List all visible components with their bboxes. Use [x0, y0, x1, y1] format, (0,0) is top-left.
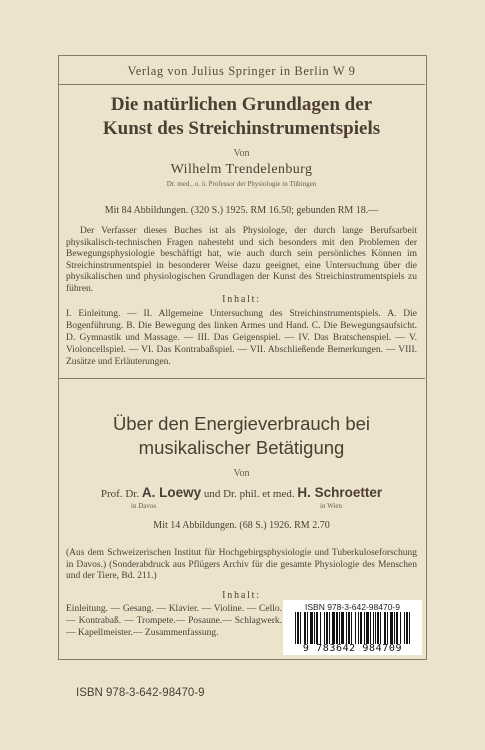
barcode-bar	[394, 612, 395, 644]
barcode-bar	[329, 612, 330, 644]
barcode-bar	[307, 612, 308, 644]
barcode-bar	[400, 612, 401, 644]
barcode-bar	[336, 612, 338, 644]
barcode-bar	[360, 612, 362, 644]
barcode-bar	[370, 612, 371, 644]
author1-prefix: Prof. Dr.	[100, 488, 140, 500]
barcode-bar	[390, 612, 393, 644]
book2-title-line1: Über den Energieverbrauch bei	[112, 413, 371, 434]
book2-details: Mit 14 Abbildungen. (68 S.) 1926. RM 2.70	[153, 520, 330, 531]
barcode-bar	[351, 612, 352, 644]
author2-location: in Wien	[320, 502, 342, 510]
authors-conjunction: und	[203, 488, 221, 500]
book2-contents-heading: Inhalt:	[222, 590, 261, 601]
barcode-bar	[297, 612, 299, 644]
barcode-bar	[348, 612, 350, 644]
isbn-bottom: ISBN 978-3-642-98470-9	[76, 687, 205, 699]
barcode-bar	[396, 612, 398, 644]
barcode-bar	[310, 612, 313, 644]
book1-title-line2: Kunst des Streichinstrumentspiels	[102, 118, 381, 139]
barcode-isbn-label: ISBN 978-3-642-98470-9	[305, 602, 400, 612]
barcode-bar	[326, 612, 328, 644]
book2-title-line2: musikalischer Betätigung	[138, 437, 345, 458]
book1-description: Der Verfasser dieses Buches ist als Physiologe, der durch lange Berufsarbeit physikalisch-technischen Fragen nahesteht und sich besonders mit den Problemen der Bewegungsphysiologie beschäftigt hat, wie auch durch sein persönliches Können im Streichinstrumentspiel in besonderer Weise dazu geeignet, eine Untersuchung über die physikalischen und physiologischen Grundlagen der Kunst des Streichinstrumentspiels zu führen.	[66, 226, 417, 294]
barcode-bar	[409, 612, 410, 644]
barcode-bar	[384, 612, 386, 644]
book2-authors	[58, 485, 425, 500]
book1-author-subtitle: Dr. med., o. ö. Professor der Physiologie in Tübingen	[166, 180, 317, 188]
barcode-bar	[300, 612, 301, 644]
book2-title	[58, 412, 425, 460]
barcode-bar	[320, 612, 321, 644]
barcode	[283, 600, 422, 655]
barcode-bar	[316, 612, 318, 644]
book2-contents: Einleitung. — Gesang. — Klavier. — Violine. — Cello. — Kontrabaß. — Trompete.— Posaune.— Schlagwerk.— Kapellmeister.— Zusammenfassung.	[66, 604, 282, 638]
section-rule	[58, 378, 425, 379]
barcode-bar	[380, 612, 381, 644]
author2-name: H. Schroetter	[297, 485, 383, 500]
barcode-bar	[355, 612, 356, 644]
author1-location: in Davos	[131, 502, 157, 510]
book1-details: Mit 84 Abbildungen. (320 S.) 1925. RM 16.50; gebunden RM 18.—	[104, 205, 379, 216]
barcode-bar	[339, 612, 340, 644]
book1-contents-heading: Inhalt:	[222, 294, 261, 305]
barcode-bar	[404, 612, 405, 644]
barcode-bar	[358, 612, 359, 644]
barcode-bar	[304, 612, 306, 644]
barcode-bar	[377, 612, 379, 644]
barcode-bar	[295, 612, 296, 644]
barcode-bar	[406, 612, 408, 644]
barcode-bars	[283, 612, 422, 644]
author2-prefix: Dr. phil. et med.	[223, 488, 295, 500]
book1-von: Von	[233, 148, 250, 159]
barcode-bar	[346, 612, 347, 644]
barcode-bar	[341, 612, 344, 644]
barcode-bar	[364, 612, 365, 644]
author1-name: A. Loewy	[141, 485, 202, 500]
barcode-bar	[324, 612, 325, 644]
book1-author: Wilhelm Trendelenburg	[170, 162, 313, 177]
barcode-bar	[387, 612, 388, 644]
barcode-digits: 9 783642 984709	[302, 643, 403, 654]
barcode-bar	[373, 612, 374, 644]
header-rule	[58, 84, 425, 85]
book2-von: Von	[233, 468, 250, 479]
barcode-bar	[375, 612, 376, 644]
barcode-bar	[314, 612, 315, 644]
book2-note: (Aus dem Schweizerischen Institut für Hochgebirgsphysiologie und Tuberkuloseforschung in Davos.) (Sonderabdruck aus Pflügers Archiv für die gesamte Physiologie des Menschen und der Tiere, Bd. 211.)	[66, 548, 417, 582]
book1-title-line1: Die natürlichen Grundlagen der	[110, 94, 373, 115]
book1-contents: I. Einleitung. — II. Allgemeine Untersuchung des Streichinstrumentspiels. A. Die Bogenführung. B. Die Bewegung des linken Armes und Hand. C. Die Bewegungsaufsicht. D. Gymnastik und Massage. — III. Das Geigenspiel. — IV. Das Bratschenspiel. — V. Violoncellspiel. — VI. Das Kontrabaßspiel. — VII. Abschließende Bemerkungen. — VIII. Zusätze und Erläuterungen.	[66, 309, 417, 367]
book1-title	[58, 93, 425, 141]
barcode-bar	[366, 612, 369, 644]
publisher-line: Verlag von Julius Springer in Berlin W 9	[127, 64, 356, 78]
barcode-bar	[332, 612, 335, 644]
